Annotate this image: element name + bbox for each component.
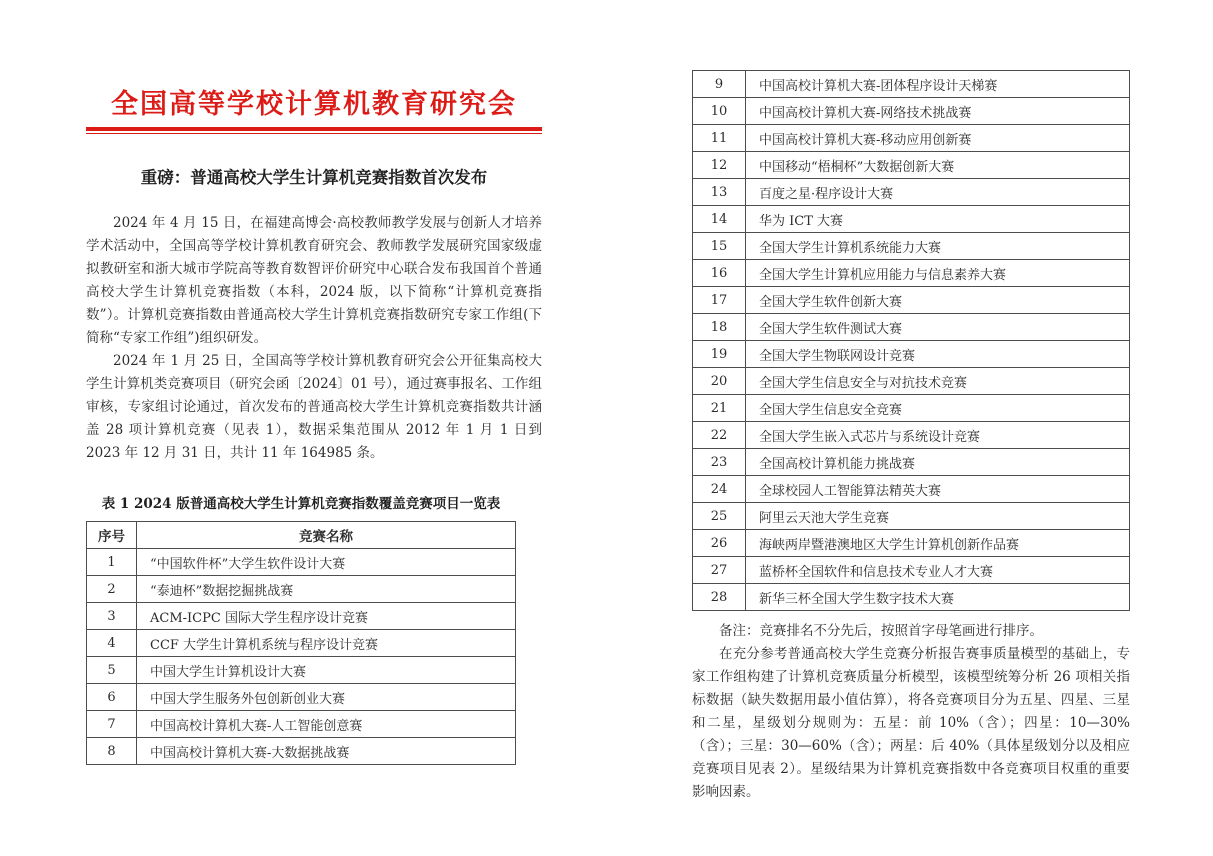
table-row	[693, 125, 1130, 152]
row-number-cell: 11	[693, 125, 746, 152]
row-number-cell: 12	[693, 152, 746, 179]
table1-right-body	[693, 71, 1130, 611]
paragraph-1: 2024 年 4 月 15 日，在福建高博会·高校教师教学发展与创新人才培养学术活动中，全国高等学校计算机教育研究会、教师教学发展研究国家级虚拟教研室和浙大城市学院高等教育数智评价研究中心联合发布我国首个普通高校大学生计算机竞赛指数（本科，2024 版，以下简称“计算机竞赛指数”）。计算机竞赛指数由普通高校大学生计算机竞赛指数研究专家工作组(下简称“专家工作组”)组织研发。	[86, 215, 542, 346]
table-row	[87, 684, 516, 711]
competition-name-cell: CCF 大学生计算机系统与程序设计竞赛	[137, 630, 516, 657]
competition-name-cell: 阿里云天池大学生竞赛	[746, 503, 1130, 530]
row-number-cell: 28	[693, 584, 746, 611]
competition-name-cell: 中国大学生计算机设计大赛	[137, 657, 516, 684]
row-number-cell: 4	[87, 630, 137, 657]
row-number-cell: 24	[693, 476, 746, 503]
row-number-cell: 1	[87, 549, 137, 576]
row-number-cell: 18	[693, 314, 746, 341]
competition-name-cell: 全国大学生信息安全竞赛	[746, 395, 1130, 422]
competition-name-cell: 中国高校计算机大赛-团体程序设计天梯赛	[746, 71, 1130, 98]
row-number-cell: 27	[693, 557, 746, 584]
divider-thick-line	[86, 127, 542, 131]
competition-name-cell: 全国大学生计算机系统能力大赛	[746, 233, 1130, 260]
table-row	[693, 368, 1130, 395]
right-column	[692, 70, 1130, 804]
table-row	[693, 503, 1130, 530]
table-row	[87, 738, 516, 765]
table-row	[87, 630, 516, 657]
title-divider	[86, 127, 542, 134]
competition-name-cell: “泰迪杯”数据挖掘挑战赛	[137, 576, 516, 603]
row-number-cell: 23	[693, 449, 746, 476]
table-row	[693, 152, 1130, 179]
org-title: 全国高等学校计算机教育研究会	[111, 89, 517, 120]
competition-name-cell: 中国大学生服务外包创新创业大赛	[137, 684, 516, 711]
row-number-cell: 15	[693, 233, 746, 260]
table1-right	[692, 70, 1130, 611]
row-number-cell: 13	[693, 179, 746, 206]
competition-name-cell: 海峡两岸暨港澳地区大学生计算机创新作品赛	[746, 530, 1130, 557]
table1-left-body	[87, 549, 516, 765]
header-cell-name: 竞赛名称	[137, 522, 516, 549]
competition-name-cell: ACM-ICPC 国际大学生程序设计竞赛	[137, 603, 516, 630]
row-number-cell: 26	[693, 530, 746, 557]
row-number-cell: 19	[693, 341, 746, 368]
competition-name-cell: 中国移动“梧桐杯”大数据创新大赛	[746, 152, 1130, 179]
competition-name-cell: “中国软件杯”大学生软件设计大赛	[137, 549, 516, 576]
header-cell-no: 序号	[87, 522, 137, 549]
headline: 重磅：普通高校大学生计算机竞赛指数首次发布	[140, 168, 488, 187]
table-row	[693, 179, 1130, 206]
table-row	[693, 233, 1130, 260]
table-row	[87, 657, 516, 684]
table-row	[693, 422, 1130, 449]
table-row	[693, 395, 1130, 422]
paragraph-3: 在充分参考普通高校大学生竞赛分析报告赛事质量模型的基础上，专家工作组构建了计算机竞赛质量分析模型，该模型统筹分析 26 项相关指标数据（缺失数据用最小值估算），将各竞赛项目分为五星、四星、三星和二星，星级划分规则为：五星：前 10%（含）；四星：10—30%（含）；三星：30—60%（含）；两星：后 40%（具体星级划分以及相应竞赛项目见表 2）。星级结果为计算机竞赛指数中各竞赛项目权重的重要影响因素。	[692, 646, 1130, 800]
table1-left	[86, 521, 516, 765]
competition-name-cell: 全国大学生嵌入式芯片与系统设计竞赛	[746, 422, 1130, 449]
table-row	[693, 449, 1130, 476]
row-number-cell: 17	[693, 287, 746, 314]
table-row	[87, 711, 516, 738]
competition-name-cell: 全国大学生物联网设计竞赛	[746, 341, 1130, 368]
competition-name-cell: 中国高校计算机大赛-移动应用创新赛	[746, 125, 1130, 152]
competition-name-cell: 全国大学生软件创新大赛	[746, 287, 1130, 314]
table-row	[693, 206, 1130, 233]
competition-name-cell: 全国大学生信息安全与对抗技术竞赛	[746, 368, 1130, 395]
row-number-cell: 7	[87, 711, 137, 738]
table-row	[693, 314, 1130, 341]
competition-name-cell: 中国高校计算机大赛-网络技术挑战赛	[746, 98, 1130, 125]
row-number-cell: 10	[693, 98, 746, 125]
table-row	[693, 260, 1130, 287]
table-row	[693, 287, 1130, 314]
competition-name-cell: 百度之星·程序设计大赛	[746, 179, 1130, 206]
table-row	[693, 557, 1130, 584]
table-row	[693, 530, 1130, 557]
table-row	[87, 603, 516, 630]
table-row	[87, 576, 516, 603]
table-row	[693, 341, 1130, 368]
row-number-cell: 6	[87, 684, 137, 711]
table-row	[693, 584, 1130, 611]
table-row	[87, 549, 516, 576]
row-number-cell: 3	[87, 603, 137, 630]
competition-name-cell: 全国大学生计算机应用能力与信息素养大赛	[746, 260, 1130, 287]
row-number-cell: 20	[693, 368, 746, 395]
competition-name-cell: 全国高校计算机能力挑战赛	[746, 449, 1130, 476]
row-number-cell: 9	[693, 71, 746, 98]
table-header-row	[87, 522, 516, 549]
row-number-cell: 22	[693, 422, 746, 449]
row-number-cell: 2	[87, 576, 137, 603]
row-number-cell: 8	[87, 738, 137, 765]
competition-name-cell: 华为 ICT 大赛	[746, 206, 1130, 233]
competition-name-cell: 中国高校计算机大赛-人工智能创意赛	[137, 711, 516, 738]
table-row	[693, 476, 1130, 503]
divider-thin-line	[86, 133, 542, 134]
competition-name-cell: 全球校园人工智能算法精英大赛	[746, 476, 1130, 503]
row-number-cell: 21	[693, 395, 746, 422]
competition-name-cell: 新华三杯全国大学生数字技术大赛	[746, 584, 1130, 611]
competition-name-cell: 蓝桥杯全国软件和信息技术专业人才大赛	[746, 557, 1130, 584]
row-number-cell: 5	[87, 657, 137, 684]
table1-caption: 表 1 2024 版普通高校大学生计算机竞赛指数覆盖竞赛项目一览表	[101, 496, 501, 512]
table-row	[693, 71, 1130, 98]
row-number-cell: 25	[693, 503, 746, 530]
competition-name-cell: 中国高校计算机大赛-大数据挑战赛	[137, 738, 516, 765]
row-number-cell: 14	[693, 206, 746, 233]
row-number-cell: 16	[693, 260, 746, 287]
competition-name-cell: 全国大学生软件测试大赛	[746, 314, 1130, 341]
paragraph-2: 2024 年 1 月 25 日，全国高等学校计算机教育研究会公开征集高校大学生计算机类竞赛项目（研究会函〔2024〕01 号），通过赛事报名、工作组审核，专家组讨论通过，首次发布的普通高校大学生计算机竞赛指数共计涵盖 28 项计算机竞赛（见表 1），数据采集范围从 2012 年 1 月 1 日到 2023 年 12 月 31 日，共计 11 年 164985 条。	[86, 353, 542, 461]
table-row	[693, 98, 1130, 125]
left-column	[86, 0, 542, 765]
table-note: 备注：竞赛排名不分先后，按照首字母笔画进行排序。	[719, 623, 1043, 639]
